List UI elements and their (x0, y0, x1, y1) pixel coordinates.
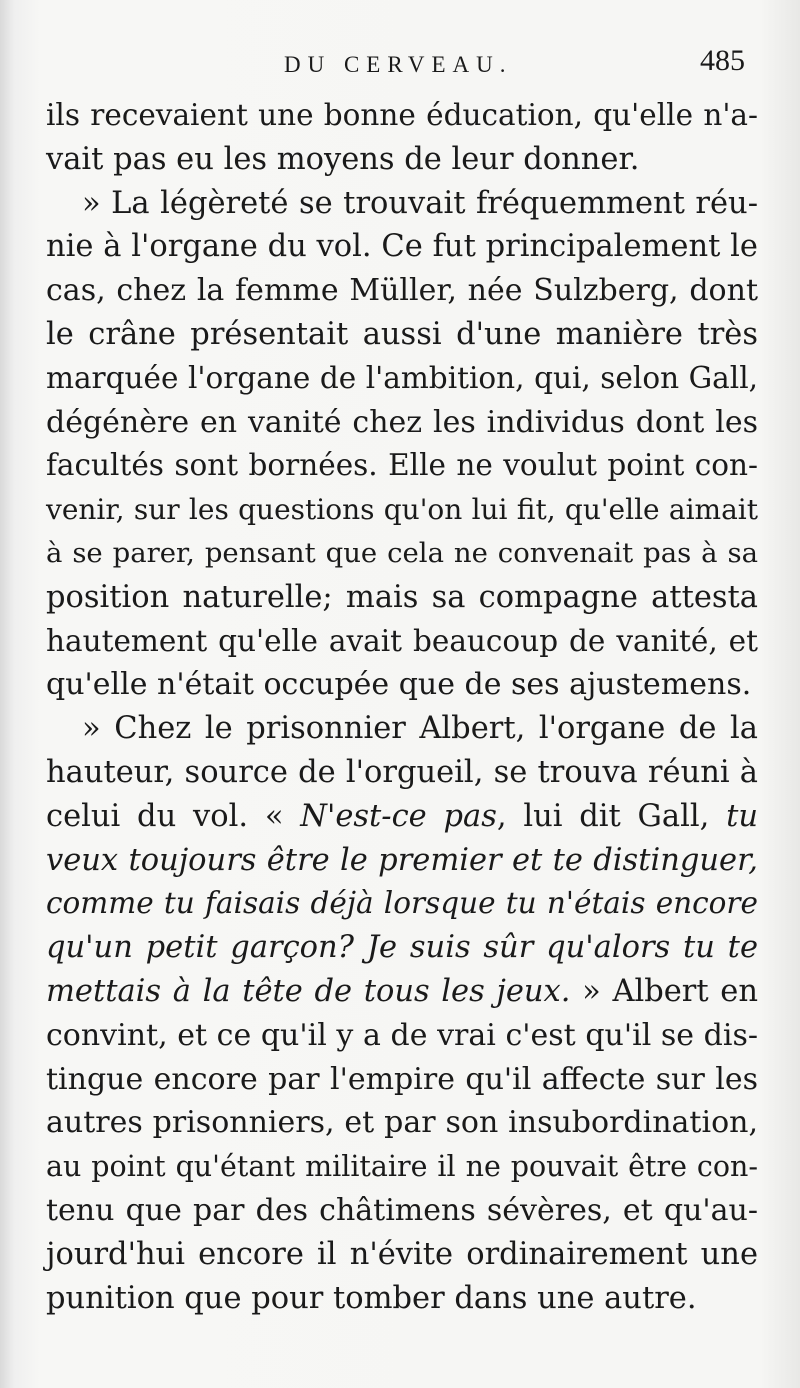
text-line: mettais à la tête de tous les jeux. » Albert en (46, 973, 758, 1009)
page-number: 485 (700, 44, 745, 77)
text-line: position naturelle; mais sa compagne attesta (46, 579, 758, 615)
text-line: autres prisonniers, et par son insubordination, (46, 1105, 758, 1141)
text-line: punition que pour tomber dans une autre. (46, 1280, 697, 1316)
text-line: tingue encore par l'empire qu'il affecte sur les (46, 1061, 758, 1097)
text-line: convint, et ce qu'il y a de vrai c'est qu'il se dis- (46, 1017, 758, 1053)
text-line: marquée l'organe de l'ambition, qui, selon Gall, (46, 360, 758, 395)
quoted-speech-line: comme tu faisais déjà lorsque tu n'étais encore (46, 886, 758, 921)
text-line: venir, sur les questions qu'on lui fit, qu'elle aimait (46, 493, 758, 527)
text-line: nie à l'organe du vol. Ce fut principalement le (46, 229, 758, 265)
quoted-speech-line: veux toujours être le premier et te distinguer, (46, 842, 758, 878)
text-line: vait pas eu les moyens de leur donner. (46, 141, 640, 177)
quoted-speech: N'est-ce pas (300, 798, 497, 834)
text-line: jourd'hui encore il n'évite ordinairement une (46, 1236, 758, 1272)
text-line: celui du vol. « N'est-ce pas, lui dit Gall, tu (46, 798, 758, 834)
text-line: facultés sont bornées. Elle ne voulut point con- (46, 448, 758, 483)
quoted-speech: mettais à la tête de tous les jeux. (46, 973, 571, 1009)
text-line: cas, chez la femme Müller, née Sulzberg, dont (46, 273, 758, 309)
text-line: ils recevaient une bonne éducation, qu'elle n'a- (46, 98, 758, 132)
paragraph-start-line: » Chez le prisonnier Albert, l'organe de la (82, 711, 758, 747)
text-line: tenu que par des châtimens sévères, et qu'au- (46, 1192, 758, 1228)
page-header (0, 44, 800, 84)
text-line: qu'elle n'était occupée que de ses ajustemens. (46, 667, 752, 703)
text-line: hauteur, source de l'orgueil, se trouva réuni à (46, 754, 758, 790)
running-head: DU CERVEAU. (284, 52, 513, 77)
body-text (46, 94, 758, 1320)
text-line: dégénère en vanité chez les individus dont les (46, 404, 758, 440)
text-line: le crâne présentait aussi d'une manière très (46, 316, 758, 352)
text-line: au point qu'étant militaire il ne pouvait être con- (46, 1150, 758, 1184)
quoted-speech-line: qu'un petit garçon? Je suis sûr qu'alors tu te (46, 930, 758, 966)
text-line: à se parer, pensant que cela ne convenait pas à sa (46, 536, 758, 569)
quoted-speech: tu (726, 798, 758, 834)
text-line: hautement qu'elle avait beaucoup de vanité, et (46, 623, 758, 658)
paragraph-start-line: » La légèreté se trouvait fréquemment réu- (82, 185, 758, 221)
